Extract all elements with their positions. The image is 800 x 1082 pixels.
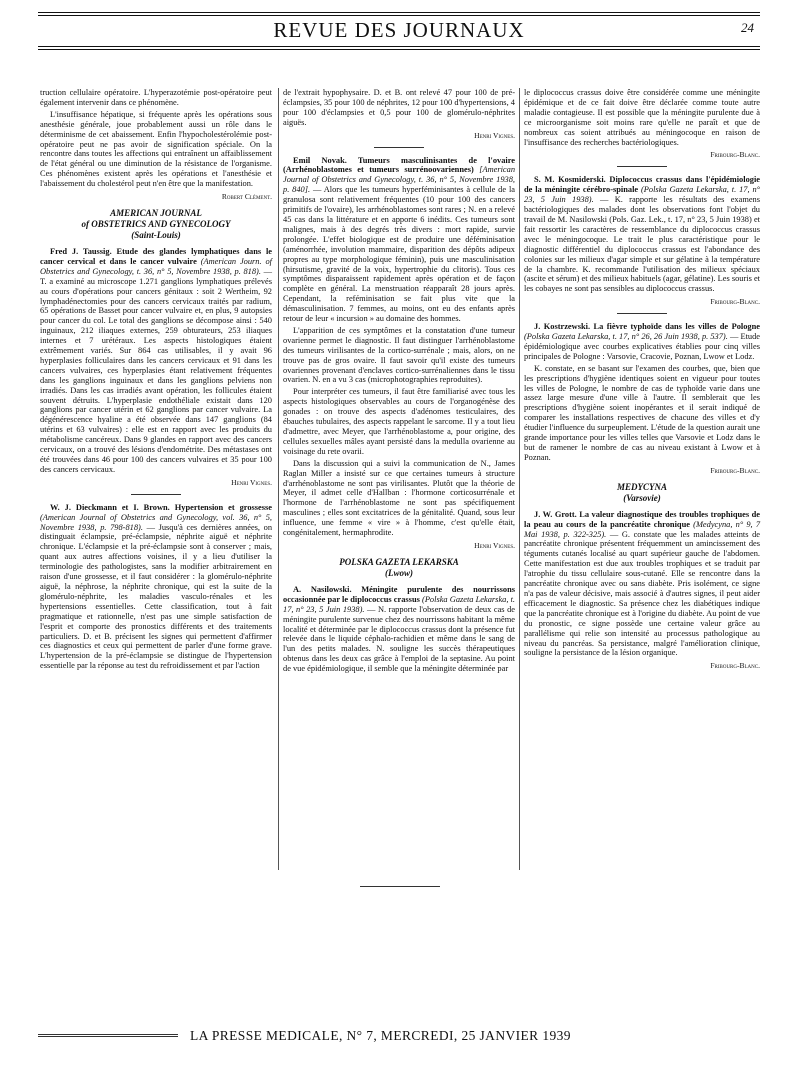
signature: Fribourg-Blanc. bbox=[710, 150, 760, 160]
paragraph: le diplococcus crassus doive être considérée comme une méningite épidémique et de ce fait doive être déclarée comme toute autre maladie contagieuse. Il est possible que la méningite purulente due à ce microorganisme soit moins rare qu'elle ne paraît et que de nombreux cas soient attribués au méningocoque en raison de l'insuffisance des recherches bactériologiques. bbox=[524, 88, 760, 147]
article bbox=[283, 585, 515, 674]
paragraph: K. constate, en se basant sur l'examen des courbes, que, bien que les prescriptions d'hygiène identiques soient en vigueur pour toutes les villes de Pologne, le nombre de cas de typhoïde varie dans une assez large mesure d'une ville à l'autre. Il semblerait que les prescriptions d'hygiène soient inopérantes et il serait indiqué de comparer les installations respectives de chacune des villes et d'y étudier l'influence du surpeuplement. L'étude de la question aurait une grande importance pour les villes telles que Varsovie et Lodz dans le but de ramener le nombre de cas au niveau existant à Lwow et à Poznan. bbox=[524, 363, 760, 462]
divider bbox=[617, 313, 667, 314]
article-body: — T. a examiné au microscope 1.271 ganglions lymphatiques prélevés au cours d'opérations pour cancers génitaux : soit 2 Wertheim, 92 lymphadénectomies pour des cancers cervicaux traités par radium, 65 opérations de Basset pour cancer vulvaire et, en plus, 9 autopsies pour cancer du col. Le total des ganglions se décompose ainsi : 540 inguinaux, 212 iliaques externes, 259 obturateurs, 253 iliaques internes et 7 urétéraux. Les aspects histologiques étaient extrêmement variés. Sur 864 cas utilisables, il y avait 96 hyperplasies folliculaires dans les cancers cervicaux et 91 dans les cancers vulvaires, ces hyperplasies étant relativement fréquentes dans les ganglions inguinaux et dans les ganglions pelviens non irradiés. Dans les cas irradiés avant opération, les follicules étaient souvent détruits. L'hyperplasie endothéliale existait dans 120 ganglions par cancer utérin et 62 ganglions par cancer vulvaire. La dégénérescence hyaline a été observée dans 147 ganglions (84 utérins et 63 vulvaires) : elle est en rapport avec les produits du métabolisme cancéreux. Dans 9 glandes en rapport avec des cancers cervicaux, on a trouvé des lésions d'endométrite. Des métastases ont été trouvées dans 46 pour 100 des cancers vulvaires et 35 pour 100 des cancers cervicaux. bbox=[40, 266, 272, 474]
journal-heading: AMERICAN JOURNAL of OBSTETRICS AND GYNECOLOGY (Saint-Louis) bbox=[81, 207, 231, 240]
paragraph: L'apparition de ces symptômes et la constatation d'une tumeur ovarienne permet le diagnostic. Il faut distinguer l'arrhénoblastome des tumeurs virilisantes de la cortico-surrénale ; mais, alors, on ne trouve pas de gros ovaire. Il faut savoir qu'il existe des tumeurs ovariennes provenant d'enclaves cortico-surrénaliennes dans le tissu ovarien. N. en a vu 3 cas (microphotographies reproduites). bbox=[283, 325, 515, 385]
end-rule bbox=[360, 886, 440, 887]
page-number: 24 bbox=[741, 20, 754, 35]
header-rule-2 bbox=[38, 49, 760, 50]
signature: Robert Clément. bbox=[221, 192, 272, 202]
column-2 bbox=[283, 88, 515, 676]
paragraph: truction cellulaire opératoire. L'hyperazotémie post-opératoire peut également intervenir dans ce phénomène. bbox=[40, 88, 272, 107]
article bbox=[40, 503, 272, 671]
article-title: Fred J. Taussig. Etude des glandes lymphatiques dans le cancer cervical et dans le cancer vulvaire bbox=[40, 246, 272, 266]
article-title: W. J. Dieckmann et I. Brown. Hypertension et grossesse bbox=[50, 502, 272, 512]
journal-heading: MEDYCYNA (Varsovie) bbox=[616, 481, 667, 503]
article bbox=[40, 247, 272, 475]
column-3 bbox=[524, 88, 760, 677]
signature: Henri Vignes. bbox=[231, 477, 272, 487]
journal-heading: POLSKA GAZETA LEKARSKA (Lwow) bbox=[339, 556, 459, 578]
divider bbox=[374, 147, 424, 148]
column-divider-2 bbox=[519, 88, 520, 870]
article-reference: (Polska Gazeta Lekarska, t. 17, n° 26, 26 Juin 1938, p. 537). bbox=[524, 332, 728, 342]
article-title: A. Nasilowski. Méningite purulente des nourrissons occasionnée par le diplococcus crassus bbox=[283, 584, 515, 604]
column-divider-1 bbox=[278, 88, 279, 870]
article-body: — N. rapporte l'observation de deux cas de méningite purulente survenue chez des nourrissons habitant la même localité et déterminée par le diplococcus crassus dont la présence fut relevée dans le liquide céphalo-rachidien et même dans le sang de l'un des petits malades. N. souligne les succès thérapeutiques obtenus dans les deux cas grâce à l'emploi de la septasine. Au point de vue épidémiologique, il semble que la méningite déterminée par bbox=[283, 604, 515, 674]
article-body: — G. constate que les malades atteints de pancréatite chronique présentent fréquemment un amincissement des téguments cutanés localisé au quart supérieur gauche de l'abdomen. Cette manifestation est due aux troubles trophiques et se traduit par l'atrophie du tissu cellulaire sous-cutané. Elle se rencontre dans la pancréatite chronique avec ou sans diabète. Pris isolément, ce signe n'a pas de valeur décisive, mais associé à d'autres signes, il peut aider efficacement le diagnostic. Sa présence chez les diabétiques indique que la pancréatite chronique est à l'origine du diabète. Au point de vue du pronostic, ce signe possède une certaine valeur grâce au parallélisme qui relie son intensité au processus pathologique au niveau du pancréas. Sa persistance, malgré l'amélioration clinique, souligne la persistance de la lésion organique. bbox=[524, 529, 760, 658]
divider bbox=[617, 166, 667, 167]
article-reference: (Polska Gazeta Lekarska, t. 17, n° 23, 5 Juin 1938). bbox=[524, 185, 760, 205]
footer-rule bbox=[38, 1034, 178, 1037]
paragraph: Pour interpréter ces tumeurs, il faut être familiarisé avec tous les aspects histologiques observables au cours de l'organogénèse des gonades : on trouve des aspects d'adénomes testiculaires, des ébauches tubulaires, des aspects rappelant le sarcome. Il y a tout lieu d'admettre, avec Meyer, que l'arrhénoblastome a, pour origine, des cellules sexuelles mâles ayant persisté dans la medulla ovarienne au voisinage du rete ovarii. bbox=[283, 387, 515, 456]
article-title: S. M. Kosmiderski. Diplococcus crassus dans l'épidémiologie de la méningite cérébro-spinale bbox=[524, 175, 760, 195]
footer-text: LA PRESSE MEDICALE, N° 7, MERCREDI, 25 JANVIER 1939 bbox=[190, 1028, 571, 1043]
header-rule bbox=[38, 46, 760, 47]
article bbox=[524, 322, 760, 362]
divider bbox=[131, 494, 181, 495]
article-body: — K. rapporte les résultats des examens bactériologiques des malades dont les observations font l'objet du travail de M. Nasilowski (Pols. Gaz. Lek., t. 17, n° 23, 5 Juin 1938) et fait ressortir les caractères de ressemblance du diplococcus crassus avec le méningocoque. Le trait le plus caractéristique pour le diagnostic différentiel du diplococcus crassus est l'abondance des colonies sur les milieux d'agar simple et sur gélatine à la température de la chambre. K. recommande l'utilisation des milieux spéciaux (ascite et sérum) et des milieux habituels (agar, gélatine). Les souris et les cobayes ne sont pas sensibles au diplococcus crassus. bbox=[524, 195, 760, 294]
column-1 bbox=[40, 88, 272, 673]
paragraph: de l'extrait hypophysaire. D. et B. ont relevé 47 pour 100 de pré-éclampsies, 35 pour 100 de néphrites, 12 pour 100 d'hypertensions, 4 pour 100 d'éclampsies et 0,5 pour 100 de glomérulo-néphrites aiguës. bbox=[283, 88, 515, 127]
article-body: — Etude épidémiologique avec courbes explicatives établies pour cinq villes principales de Pologne : Varsovie, Cracovie, Poznan, Lwow et Lodz. bbox=[524, 332, 760, 361]
article-reference: (Medycyna, n° 9, 7 Mai 1938, p. 322-325). bbox=[524, 519, 761, 539]
article-body: — Alors que les tumeurs hyperféminisantes à cellule de la granulosa sont relativement fréquentes (10 pour 100 des cancers primitifs de l'ovaire), les arrhénoblastomes sont rares ; N. en a relevé 45 cas dans la littérature et en apporte 6 inédits. Ces tumeurs sont malignes, mais à des degrés très divers : mort rapide, survie prolongée. L'effet biologique est de produire une déféminisation (aménorrhée, involution mammaire, disparition des dépôts adipeux propres au type morphologique féminin), puis une masculinisation (hirsutisme, gravité de la voix, hypertrophie du clitoris). Tous ces symptômes disparaissent rapidement après opération et de façon complète en général. La menstruation réapparaît 28 jours après. Cependant, la reféminisation se fait plus vite que la démasculinisation. 7 femmes, au moins, ont eu des enfants après retour de leur « incursion » au domaine des hommes. bbox=[283, 185, 515, 324]
page-title: REVUE DES JOURNAUX bbox=[273, 18, 525, 42]
article-reference: (American Journal of Obstetrics and Gynecology, vol. 36, n° 5, Novembre 1938, p. 798-818). bbox=[40, 512, 272, 532]
article bbox=[524, 510, 760, 659]
article bbox=[524, 175, 760, 294]
article bbox=[283, 156, 515, 324]
paragraph: L'insuffisance hépatique, si fréquente après les opérations sous anesthésie générale, joue probablement aussi un rôle dans le déterminisme de cet abaissement. Enfin l'hypocholestérolémie post-opératoire peut ne pas avoir de signification spéciale. On la rencontre dans toutes les affections qui entraînent un affaiblissement de l'état général ou une diminution de la résistance de l'organisme. Ces phénomènes existent après les opérations et l'anesthésie et l'abaissement du cholestérol peut n'en être que la manifestation. bbox=[40, 109, 272, 189]
article-title: J. W. Grott. La valeur diagnostique des troubles trophiques de la peau au cours de la pancréatite chronique bbox=[524, 509, 760, 529]
top-rule bbox=[38, 12, 760, 13]
article-reference: (American Journ. of Obstetrics and Gynecology, t. 36, n° 5, Novembre 1938, p. 818). bbox=[40, 256, 272, 276]
article-body: — Jusqu'à ces dernières années, on distinguait éclampsie, pré-éclampsie, néphrite aiguë et néphrite chronique. L'éclampsie et la pré-éclampsie sont à conserver ; mais, quant aux autres affections voisines, il y a lieu d'utiliser la terminologie des pathologistes, sans la modifier arbitrairement en raison d'une grossesse, et il faut considérer : la glomérulo-néphrite aiguë, la néphrose, la néphrite chronique, qui est la suite de la glomérulo-néphrite, les maladies vasculo-rénales et les hypertensions essentielles. Cette classification, tout à fait pragmatique et rationnelle, n'est pas une simple satisfaction de l'esprit et comporte des pronostics différents et des traitements particuliers. D. et B. précisent les signes qui permettent d'affirmer ces diagnostics et ceux qui permettent de parler d'une forme grave. L'hypertension de la pré-éclampsie se distingue de l'hypertension essentielle par la réponse au test du refroidissement et par l'action bbox=[40, 522, 273, 671]
top-rule-2 bbox=[38, 15, 760, 16]
article-title: J. Kostrzewski. La fièvre typhoïde dans les villes de Pologne bbox=[534, 322, 760, 332]
signature: Henri Vignes. bbox=[474, 540, 515, 550]
signature: Henri Vignes. bbox=[474, 130, 515, 140]
article-reference: [American Journal of Obstetrics and Gynecology, t. 36, n° 5, Novembre 1938, p. 840]. bbox=[283, 165, 516, 195]
signature: Fribourg-Blanc. bbox=[710, 661, 760, 671]
signature: Fribourg-Blanc. bbox=[710, 465, 760, 475]
paragraph: Dans la discussion qui a suivi la communication de N., James Raglan Miller a insisté sur ce que certaines tumeurs à structure d'arrhénoblastome ne sont pas virilisantes. Plutôt que la théorie de Meyer, il admet celle d'Hallban : l'hormone corticosurrénale et l'hormone de l'arrhénoblastome ne sont pas spécifiquement masculines ; elles sont excitatrices de la génitalité. Quand, sous leur influence, une femme « vire » à l'homme, c'est qu'elle était, congénitalement, hermaphrodite. bbox=[283, 458, 515, 538]
article-title: Emil Novak. Tumeurs masculinisantes de l'ovaire (Arrhénoblastomes et tumeurs surrénoovariennes) bbox=[283, 155, 515, 175]
signature: Fribourg-Blanc. bbox=[710, 297, 760, 307]
article-reference: (Polska Gazeta Lekarska, t. 17, n° 23, 5 Juin 1938). bbox=[283, 594, 516, 614]
